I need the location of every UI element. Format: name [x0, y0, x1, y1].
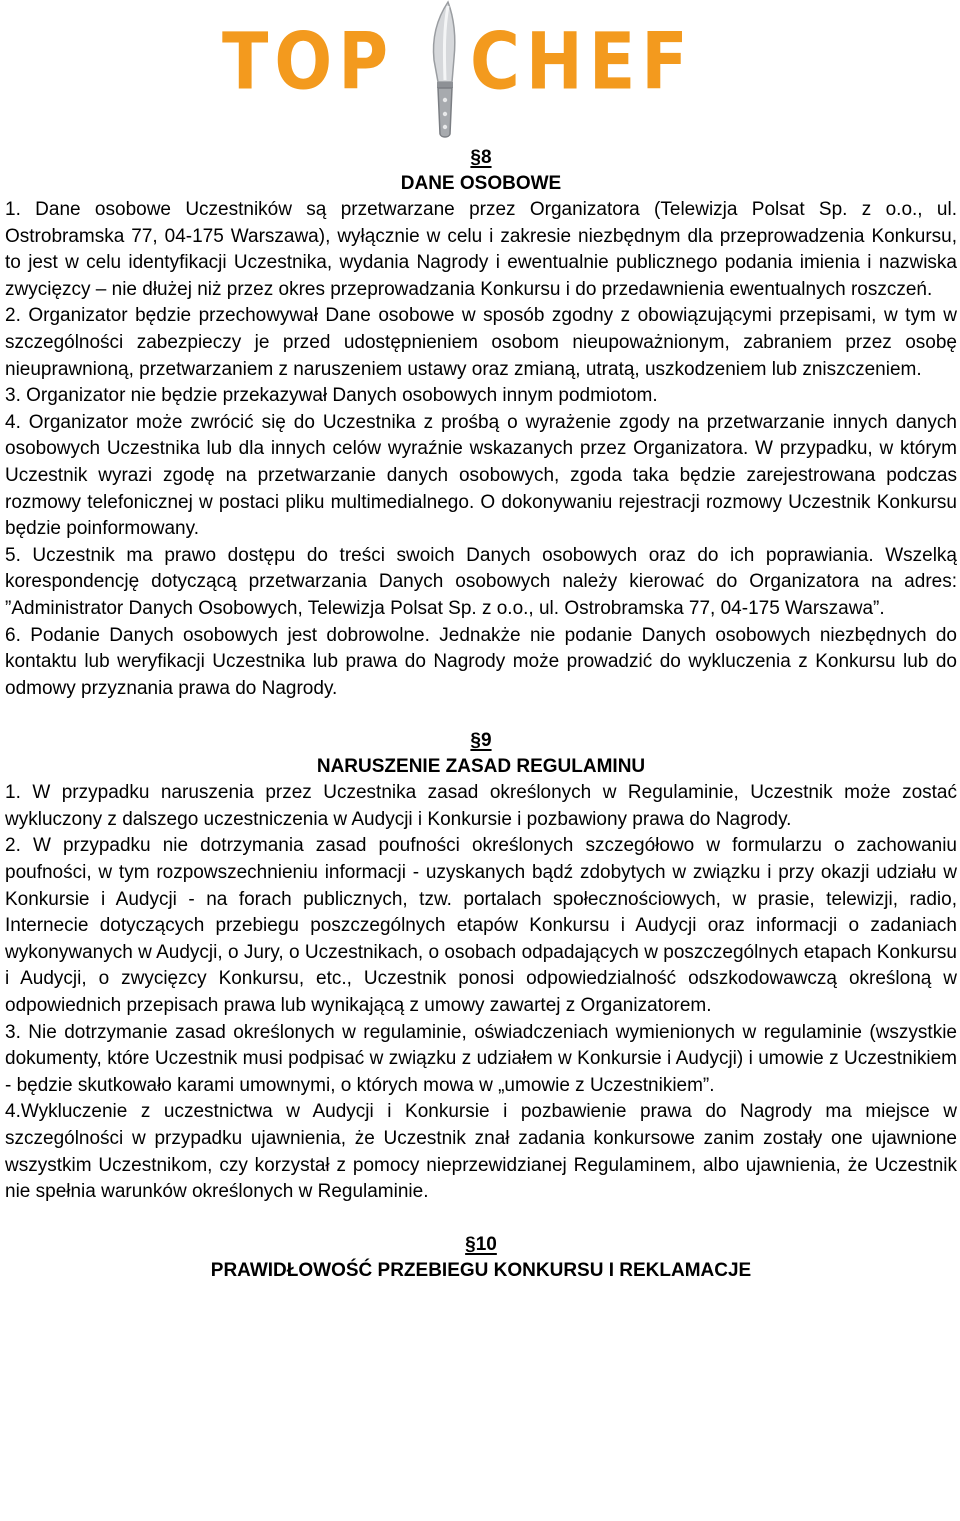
logo-text-chef: CHEF — [470, 17, 694, 108]
section-9-paragraph-1: 1. W przypadku naruszenia przez Uczestnika zasad określonych w Regulaminie, Uczestnik może zostać wykluczony z dalszego uczestniczenia w Audycji i Konkursie i pozbawiony prawa do Nagrody. — [5, 782, 957, 830]
section-spacer — [5, 1206, 957, 1232]
section-9-number: §9 — [470, 730, 492, 752]
section-8-paragraph-5: 5. Uczestnik ma prawo dostępu do treści swoich Danych osobowych oraz do ich poprawiania. Wszelką korespondencję dotyczącą przetwarzania Danych osobowych należy kierować do Organizatora na adres: ”Administrator Danych Osobowych, Telewizja Polsat Sp. z o.o., ul. Ostrobramska 77, 04-175 Warszawa”. — [5, 544, 957, 619]
chef-knife-icon — [414, 0, 474, 140]
section-8-paragraph-4: 4. Organizator może zwrócić się do Uczestnika z prośbą o wyrażenie zgody na przetwarzanie innych danych osobowych Uczestnika lub dla innych celów wyraźnie wskazanych przez Organizatora. W przypadku, w którym Uczestnik wyrazi zgodę na przetwarzanie danych osobowych, zgoda taka będzie zarejestrowana podczas rozmowy telefonicznej w postaci pliku multimedialnego. O dokonywaniu rejestracji rozmowy Uczestnik Konkursu będzie poinformowany. — [5, 411, 957, 540]
document-body — [5, 141, 957, 1284]
top-chef-logo — [222, 0, 738, 140]
section-8-title: DANE OSOBOWE — [400, 173, 562, 194]
logo-text-top: TOP — [222, 17, 395, 108]
section-9-paragraph-4: 4.Wykluczenie z uczestnictwa w Audycji i Konkursie i pozbawienie prawa do Nagrody ma miejsce w szczególności w przypadku ujawnienia, że Uczestnik znał zadania konkursowe zanim zostały one ujawnione wszystkim Uczestnikom, czy korzystał z pomocy nieprzewidzianej Regulaminem, albo ujawnienia, że Uczestnik nie spełnia warunków określonych w Regulaminie. — [5, 1101, 957, 1203]
section-9-paragraph-3: 3. Nie dotrzymanie zasad określonych w regulaminie, oświadczeniach wymienionych w regulaminie (wszystkie dokumenty, które Uczestnik musi podpisać w związku z udziałem w Konkursie i Audycji) i umowie z Uczestnikiem - będzie skutkowało karami umownymi, o których mowa w „umowie z Uczestnikiem”. — [5, 1021, 957, 1096]
section-8-paragraph-6: 6. Podanie Danych osobowych jest dobrowolne. Jednakże nie podanie Danych osobowych niezbędnych do kontaktu lub weryfikacji Uczestnika lub prawa do Nagrody może prowadzić do wykluczenia z Konkursu lub do odmowy przyznania prawa do Nagrody. — [5, 624, 957, 699]
section-spacer — [5, 702, 957, 728]
section-9-title: NARUSZENIE ZASAD REGULAMINU — [316, 756, 646, 778]
section-8-paragraph-3: 3. Organizator nie będzie przekazywał Danych osobowych innym podmiotom. — [5, 385, 658, 407]
section-8-paragraph-2: 2. Organizator będzie przechowywał Dane osobowe w sposób zgodny z obowiązującymi przepisami, w tym w szczególności zabezpieczy je przed udostępnieniem osobom nieupoważnionym, zabraniem przez osobę nieuprawnioną, przetwarzaniem z naruszeniem ustawy oraz zmianą, utratą, uszkodzeniem lub zniszczeniem. — [5, 305, 957, 380]
section-9-paragraph-2: 2. W przypadku nie dotrzymania zasad poufności określonych szczegółowo w formularzu o zachowaniu poufności, w tym rozpowszechnieniu informacji - uzyskanych bądź zdobytych w związku i przy okazji udziału w Konkursie i Audycji - na forach publicznych, tzw. portalach społecznościowych, w prasie, telewizji, radio, Internecie dotyczących przebiegu poszczególnych etapów Konkursu i Audycji oraz informacji o zadaniach wykonywanych w Audycji, o Jury, o Uczestnikach, o osobach odpadających w poszczególnych etapach Konkursu i Audycji, o zwycięzcy Konkursu, etc., Uczestnik ponosi odpowiedzialność odszkodowawczą określoną w odpowiednich przepisach prawa lub wynikającą z umowy zawartej z Organizatorem. — [5, 835, 957, 1017]
section-10-number: §10 — [465, 1233, 497, 1255]
section-8-paragraph-1: 1. Dane osobowe Uczestników są przetwarzane przez Organizatora (Telewizja Polsat Sp. z o.o., ul. Ostrobramska 77, 04-175 Warszawa), wyłącznie w celu i zakresie niezbędnym dla przeprowadzenia Konkursu, to jest w celu identyfikacji Uczestnika, wydania Nagrody i ewentualnie publicznego podania imienia i nazwiska zwycięzcy – nie dłużej niż przez okres przeprowadzania Konkursu i do przedawnienia ewentualnych roszczeń. — [5, 199, 957, 300]
section-10-title: PRAWIDŁOWOŚĆ PRZEBIEGU KONKURSU I REKLAMACJE — [210, 1259, 752, 1281]
section-8-number: §8 — [470, 147, 492, 168]
